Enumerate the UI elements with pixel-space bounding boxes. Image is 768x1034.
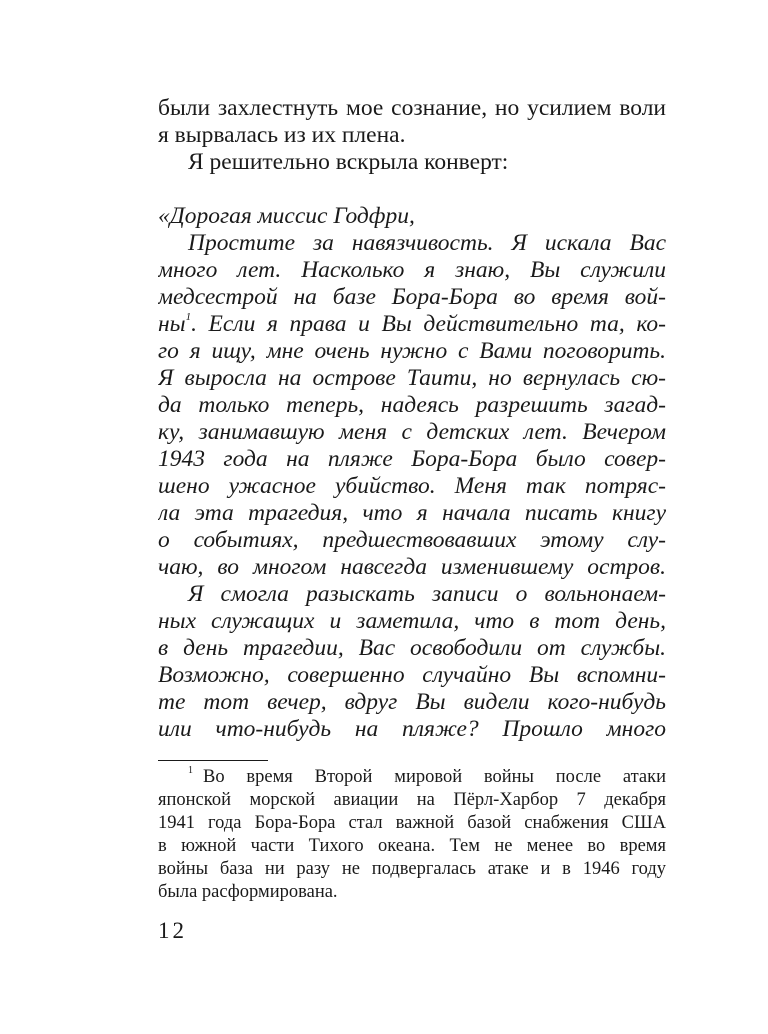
letter-line: ных служащих и заметила, что в тот день,: [158, 608, 666, 634]
body-line: я вырвалась из их плена.: [158, 122, 406, 148]
body-line: были захлестнуть мое сознание, но усилием воли: [158, 95, 666, 121]
footnote-line: [158, 766, 666, 789]
letter-line: Я смогла разыскать записи о вольнонаем-: [188, 581, 666, 607]
letter-line: в день трагедии, Вас освободили от службы.: [158, 635, 666, 661]
letter-line: шено ужасное убийство. Меня так потряс-: [158, 473, 666, 499]
footnote: [158, 766, 666, 904]
letter-line-rest: . Если я права и Вы действительно та, ко-: [191, 311, 666, 337]
letter-line: 1943 года на пляже Бора-Бора было совер-: [158, 446, 666, 472]
footnote-line: японской морской авиации на Пёрл-Харбор 7 декабря: [158, 790, 666, 810]
body-text: [158, 95, 666, 743]
letter-line: да только теперь, надеясь разрешить загад-: [158, 392, 666, 418]
letter-line: те тот вечер, вдруг Вы видели кого-нибудь: [158, 689, 666, 715]
letter-line: ла эта трагедия, что я начала писать книгу: [158, 500, 666, 526]
footnote-marker: 1: [188, 766, 193, 776]
letter-line: [158, 311, 666, 338]
body-line: Я решительно вскрыла конверт:: [188, 149, 509, 175]
letter-word: ны: [158, 311, 186, 337]
letter-line: ку, занимавшую меня с детских лет. Вечером: [158, 419, 666, 445]
letter-line: Возможно, совершенно случайно Вы вспомни-: [158, 662, 666, 688]
blank-line: [158, 176, 666, 203]
footnote-line: 1941 года Бора-Бора стал важной базой снабжения США: [158, 813, 666, 833]
letter-line: о событиях, предшествовавших этому слу-: [158, 527, 666, 553]
letter-line: или что-нибудь на пляже? Прошло много: [158, 716, 666, 742]
letter-line: чаю, во многом навсегда изменившему остров.: [158, 554, 666, 580]
page-number: 12: [158, 918, 187, 943]
letter-line: много лет. Насколько я знаю, Вы служили: [158, 257, 666, 283]
footnote-line: была расформирована.: [158, 882, 338, 902]
footnote-line: в южной части Тихого океана. Тем не менее во время: [158, 836, 666, 856]
footnote-divider: [158, 760, 268, 761]
letter-text: [158, 203, 666, 743]
letter-line: Я выросла на острове Таити, но вернулась сю-: [158, 365, 666, 391]
footnote-line-text: Во время Второй мировой войны после атаки: [203, 767, 666, 787]
letter-line: медсестрой на базе Бора-Бора во время вой-: [158, 284, 666, 310]
letter-line: Простите за навязчивость. Я искала Вас: [188, 230, 666, 256]
letter-salutation: «Дорогая миссис Годфри,: [158, 203, 415, 229]
footnote-line: войны база ни разу не подвергалась атаке и в 1946 году: [158, 859, 666, 879]
footnote-reference: 1: [185, 311, 192, 324]
letter-line: го я ищу, мне очень нужно с Вами поговорить.: [158, 338, 666, 364]
